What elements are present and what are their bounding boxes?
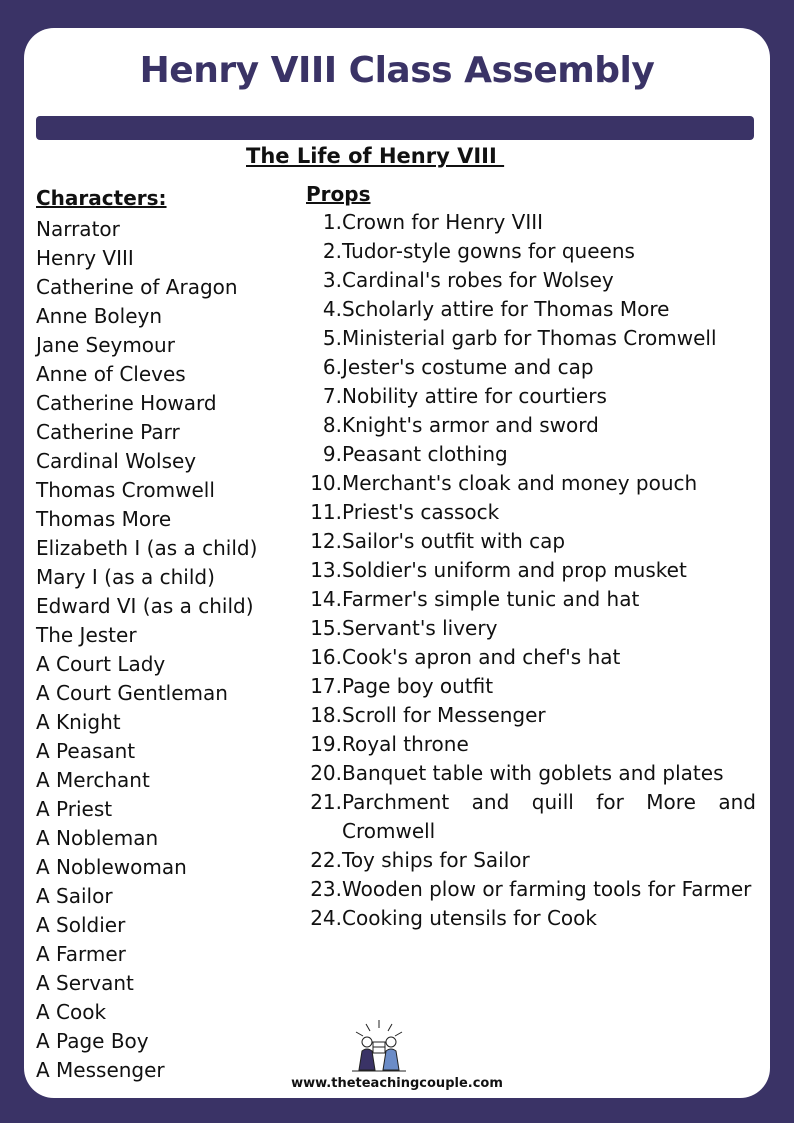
play-subtitle: The Life of Henry VIII [246, 144, 505, 168]
character-item: Catherine Howard [36, 391, 217, 415]
prop-item [306, 237, 756, 266]
prop-text: Nobility attire for courtiers [342, 384, 607, 408]
prop-number: 12. [310, 529, 342, 553]
prop-number: 7. [322, 384, 342, 408]
prop-number: 24. [310, 906, 342, 930]
character-item: A Court Lady [36, 652, 166, 676]
prop-text: Jester's costume and cap [342, 355, 594, 379]
character-item: Mary I (as a child) [36, 565, 215, 589]
prop-number: 9. [322, 442, 342, 466]
prop-item [306, 295, 756, 324]
character-item: Thomas Cromwell [36, 478, 215, 502]
characters-heading: Characters: [36, 186, 167, 210]
character-item: A Sailor [36, 884, 113, 908]
prop-text: Soldier's uniform and prop musket [342, 558, 687, 582]
prop-item [306, 469, 756, 498]
prop-item [306, 846, 756, 875]
prop-item [306, 730, 756, 759]
character-item: Catherine of Aragon [36, 275, 238, 299]
prop-number: 10. [310, 471, 342, 495]
prop-item [306, 440, 756, 469]
prop-number: 13. [310, 558, 342, 582]
character-item: A Cook [36, 1000, 107, 1024]
prop-number: 11. [310, 500, 342, 524]
prop-text: Toy ships for Sailor [342, 848, 530, 872]
prop-item [306, 527, 756, 556]
prop-text: Servant's livery [342, 616, 498, 640]
prop-text: Tudor-style gowns for queens [342, 239, 635, 263]
characters-list [36, 215, 306, 1085]
prop-number: 21. [310, 790, 342, 814]
character-item: Anne Boleyn [36, 304, 163, 328]
prop-item [306, 759, 756, 788]
prop-text: Crown for Henry VIII [342, 210, 544, 234]
character-item: Henry VIII [36, 246, 134, 270]
prop-item [306, 411, 756, 440]
prop-number: 1. [322, 210, 342, 234]
character-item: Elizabeth I (as a child) [36, 536, 258, 560]
character-item: A Priest [36, 797, 113, 821]
prop-item [306, 498, 756, 527]
prop-number: 2. [322, 239, 342, 263]
prop-text: Page boy outfit [342, 674, 494, 698]
character-item: Narrator [36, 217, 120, 241]
character-item: Jane Seymour [36, 333, 175, 357]
prop-text: Peasant clothing [342, 442, 508, 466]
prop-text: Cooking utensils for Cook [342, 906, 597, 930]
page-title: Henry VIII Class Assembly [139, 50, 655, 91]
prop-number: 3. [322, 268, 342, 292]
prop-text: Knight's armor and sword [342, 413, 599, 437]
prop-item [306, 266, 756, 295]
character-item: Anne of Cleves [36, 362, 186, 386]
prop-item [306, 643, 756, 672]
prop-text: Parchment and quill for More and Cromwell [342, 790, 756, 843]
props-list [306, 208, 756, 933]
prop-number: 17. [310, 674, 342, 698]
prop-number: 19. [310, 732, 342, 756]
character-item: A Soldier [36, 913, 126, 937]
character-item: A Peasant [36, 739, 136, 763]
prop-text: Priest's cassock [342, 500, 500, 524]
props-heading: Props [306, 182, 371, 206]
prop-text: Wooden plow or farming tools for Farmer [342, 877, 752, 901]
prop-number: 8. [322, 413, 342, 437]
character-item: Edward VI (as a child) [36, 594, 254, 618]
prop-text: Ministerial garb for Thomas Cromwell [342, 326, 717, 350]
characters-column [36, 184, 306, 1085]
prop-number: 5. [322, 326, 342, 350]
prop-item [306, 672, 756, 701]
prop-number: 18. [310, 703, 342, 727]
prop-item [306, 904, 756, 933]
prop-item [306, 556, 756, 585]
prop-number: 20. [310, 761, 342, 785]
prop-text: Scroll for Messenger [342, 703, 546, 727]
character-item: A Farmer [36, 942, 126, 966]
prop-item [306, 208, 756, 237]
character-item: Thomas More [36, 507, 172, 531]
prop-number: 16. [310, 645, 342, 669]
worksheet-page [24, 28, 770, 1098]
prop-item [306, 788, 756, 846]
prop-number: 14. [310, 587, 342, 611]
prop-item [306, 875, 756, 904]
character-item: The Jester [36, 623, 137, 647]
character-item: Catherine Parr [36, 420, 180, 444]
character-item: A Nobleman [36, 826, 159, 850]
prop-text: Royal throne [342, 732, 469, 756]
props-column [306, 180, 756, 933]
prop-number: 22. [310, 848, 342, 872]
prop-text: Scholarly attire for Thomas More [342, 297, 670, 321]
prop-item [306, 585, 756, 614]
prop-number: 6. [322, 355, 342, 379]
prop-text: Banquet table with goblets and plates [342, 761, 724, 785]
prop-number: 4. [322, 297, 342, 321]
prop-item [306, 614, 756, 643]
character-item: A Page Boy [36, 1029, 149, 1053]
prop-text: Sailor's outfit with cap [342, 529, 566, 553]
prop-item [306, 701, 756, 730]
character-item: A Messenger [36, 1058, 165, 1082]
character-item: A Servant [36, 971, 134, 995]
prop-text: Farmer's simple tunic and hat [342, 587, 640, 611]
prop-item [306, 324, 756, 353]
footer-website-url: www.theteachingcouple.com [291, 1076, 503, 1091]
character-item: Cardinal Wolsey [36, 449, 197, 473]
prop-item [306, 353, 756, 382]
title-divider-bar [36, 116, 754, 140]
character-item: A Merchant [36, 768, 150, 792]
prop-text: Cardinal's robes for Wolsey [342, 268, 614, 292]
prop-item [306, 382, 756, 411]
teaching-couple-logo-icon [346, 1018, 412, 1074]
prop-number: 15. [310, 616, 342, 640]
prop-text: Cook's apron and chef's hat [342, 645, 621, 669]
character-item: A Knight [36, 710, 121, 734]
character-item: A Court Gentleman [36, 681, 228, 705]
character-item: A Noblewoman [36, 855, 187, 879]
prop-text: Merchant's cloak and money pouch [342, 471, 698, 495]
prop-number: 23. [310, 877, 342, 901]
